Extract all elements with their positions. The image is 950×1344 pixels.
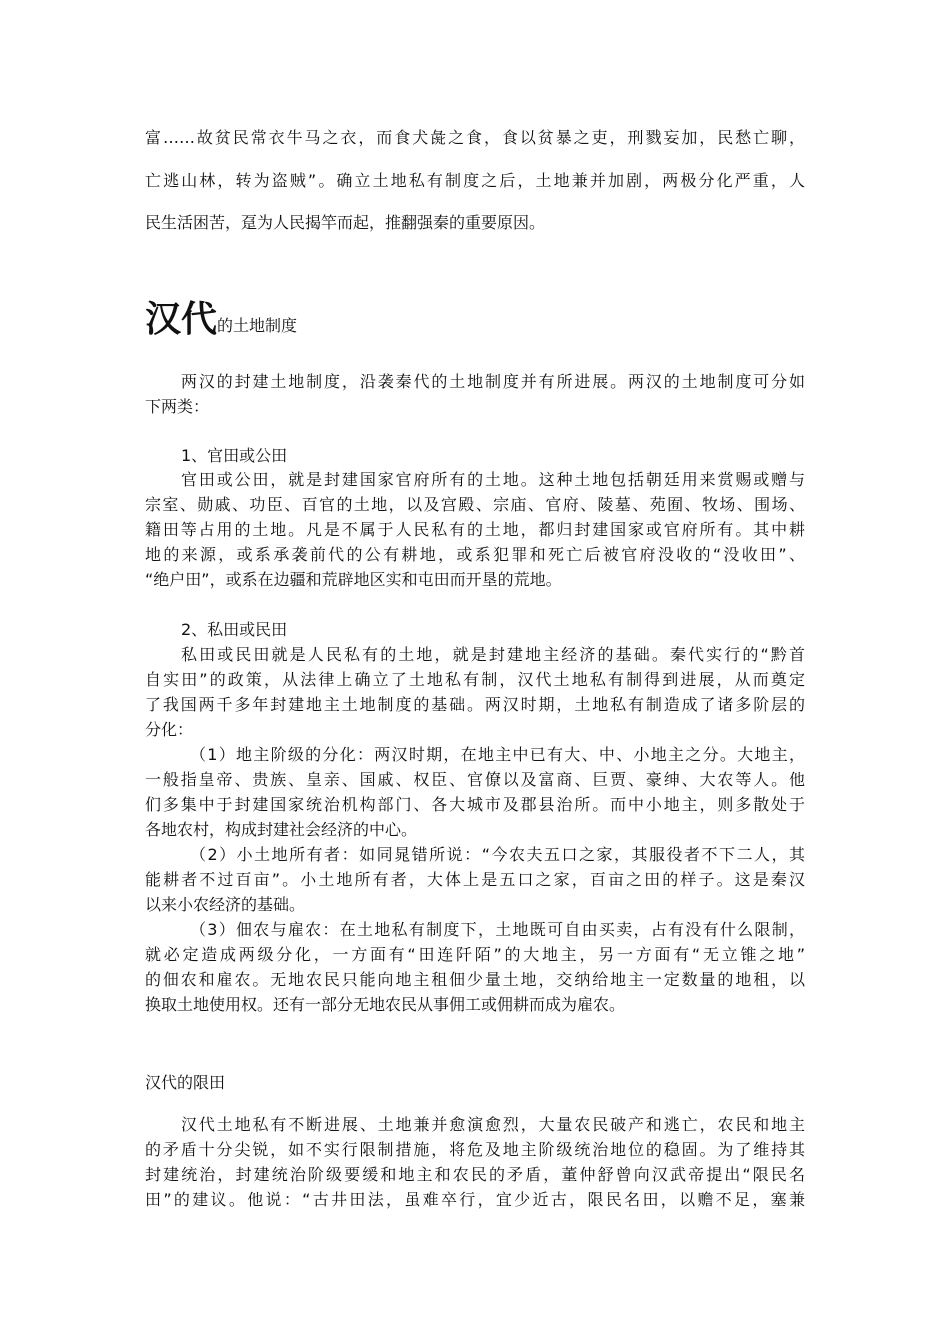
paragraph-line: 汉代土地私有不断进展、土地兼并愈演愈烈，大量农民破产和逃亡，农民和地主 bbox=[181, 1115, 805, 1134]
heading-large-text: 汉代 bbox=[145, 299, 218, 340]
paragraph-line: 籍田等占用的土地。凡是不属于人民私有的土地，都归封建国家或官府所有。其中耕 bbox=[145, 520, 805, 539]
overview-line: 两汉的封建土地制度，沿袭秦代的土地制度并有所进展。两汉的土地制度可分如 bbox=[181, 372, 805, 391]
paragraph-line: 封建统治，封建统治阶级要缓和地主和农民的矛盾，董仲舒曾向汉武帝提出“限民名 bbox=[145, 1165, 805, 1184]
list-item-landlord-line: （1）地主阶级的分化：两汉时期，在地主中已有大、中、小地主之分。大地主， bbox=[190, 745, 805, 764]
heading-small-text: 的土地制度 bbox=[217, 316, 298, 335]
list-item-tenant-line: 换取土地使用权。还有一部分无地农民从事佣工或佣耕而成为雇农。 bbox=[145, 995, 626, 1014]
intro-line: 民生活困苦，趸为人民揭竿而起，推翻强秦的重要原因。 bbox=[145, 213, 546, 232]
paragraph-line: 自实田”的政策，从法律上确立了土地私有制，汉代土地私有制得到进展，从而奠定 bbox=[145, 670, 805, 689]
paragraph-line: “绝户田”，或系在边疆和荒辟地区实和屯田而开垦的荒地。 bbox=[145, 570, 562, 589]
paragraph-line: 分化： bbox=[145, 720, 194, 739]
paragraph-line: 官田或公田，就是封建国家官府所有的土地。这种土地包括朝廷用来赏赐或赠与 bbox=[181, 470, 805, 489]
subsection-title-private-land: 2、私田或民田 bbox=[181, 620, 288, 639]
list-item-landlord-line: 各地农村，构成封建社会经济的中心。 bbox=[145, 820, 418, 839]
paragraph-line: 的矛盾十分尖锐，如不实行限制措施，将危及地主阶级统治地位的稳固。为了维持其 bbox=[145, 1140, 805, 1159]
section-heading bbox=[145, 296, 297, 344]
list-item-landlord-line: 们多集中于封建国家统治机构部门、各大城市及郡县治所。而中小地主，则多散处于 bbox=[145, 795, 805, 814]
intro-line: 富……故贫民常衣牛马之衣，而食犬彘之食，食以贫暴之吏，刑戮妄加，民愁亡聊， bbox=[145, 128, 805, 147]
paragraph-line: 田”的建议。他说：“古井田法，虽难卒行，宜少近古，限民名田，以赡不足，塞兼 bbox=[145, 1190, 805, 1209]
subsection-title-official-land: 1、官田或公田 bbox=[181, 446, 288, 465]
paragraph-line: 宗室、勋戚、功臣、百官的土地，以及宫殿、宗庙、官府、陵墓、苑囿、牧场、围场、 bbox=[145, 495, 805, 514]
overview-line: 下两类： bbox=[145, 397, 210, 416]
list-item-tenant-line: 就必定造成两级分化，一方面有“田连阡陌”的大地主，另一方面有“无立锥之地” bbox=[145, 945, 805, 964]
list-item-tenant-line: 的佃农和雇农。无地农民只能向地主租佃少量土地，交纳给地主一定数量的地租，以 bbox=[145, 970, 805, 989]
list-item-landlord-line: 一般指皇帝、贵族、皇亲、国戚、权臣、官僚以及富商、巨贾、豪绅、大农等人。他 bbox=[145, 770, 805, 789]
list-item-smallholder-line: 能耕者不过百亩”。小土地所有者，大体上是五口之家，百亩之田的样子。这是秦汉 bbox=[145, 870, 805, 889]
paragraph-line: 地的来源，或系承袭前代的公有耕地，或系犯罪和死亡后被官府没收的“没收田”、 bbox=[145, 545, 805, 564]
list-item-tenant-line: （3）佃农与雇农：在土地私有制度下，土地既可自由买卖，占有没有什么限制， bbox=[190, 920, 805, 939]
list-item-smallholder-line: 以来小农经济的基础。 bbox=[145, 895, 306, 914]
section-title-land-limitation: 汉代的限田 bbox=[145, 1073, 226, 1092]
intro-line: 亡逃山林，转为盗贼”。确立土地私有制度之后，土地兼并加剧，两极分化严重，人 bbox=[145, 171, 805, 190]
paragraph-line: 了我国两千多年封建地主土地制度的基础。两汉时期，土地私有制造成了诸多阶层的 bbox=[145, 695, 805, 714]
list-item-smallholder-line: （2）小土地所有者：如同晁错所说：“今农夫五口之家，其服役者不下二人，其 bbox=[190, 845, 805, 864]
paragraph-line: 私田或民田就是人民私有的土地，就是封建地主经济的基础。秦代实行的“黔首 bbox=[181, 645, 805, 664]
